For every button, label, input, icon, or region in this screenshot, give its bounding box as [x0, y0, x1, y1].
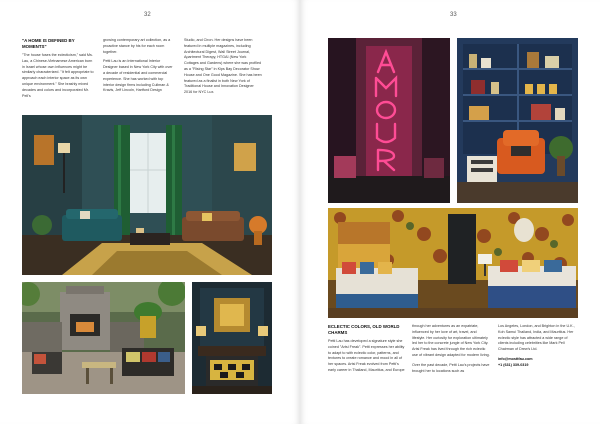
right-heading: ECLECTIC COLORS, OLD WORLD CHARMS	[328, 324, 400, 335]
left-heading: "A HOME IS DEFINED BY MOMENTS"	[22, 38, 75, 49]
right-col2-paragraph-2: Over the past decade, Petti Lau's projects have brought her to locations such as	[412, 362, 490, 373]
left-text-column-1	[22, 38, 94, 103]
living-room-photo	[22, 115, 272, 275]
right-col3-paragraph: Los Angeles, London, and Brighton in the U.K., Koh Samui Thailand, India, and Mauritius. Her eclectic style has attracted a wide range of clients including celebrities like Mark Pell Chairman of Drew's Ltd.	[498, 324, 575, 352]
right-page	[300, 0, 600, 424]
left-col1-paragraph: "The house fuses the eclecticism," said Ms. Lau, a Chinese-Vietnamese American born in Israel whose own influences might be similarly characterized. "It felt appropriate to approach each interior space as its own unique environment." She brashly mixed decades and colors and incorporated Mr. Pell's	[22, 53, 94, 98]
right-col2-paragraph-1: through her adventures as an expatriate, influenced by her love of art, travel, and lifestyle. Her curiosity for exploration ultimately led her to the concrete jungle of New York City. Artsi Freak has lived through the rich eclectic use of vibrant design adapted for modern living.	[412, 324, 490, 357]
floral-bedroom-photo	[328, 208, 578, 318]
left-text-column-2	[103, 38, 175, 98]
right-col1-paragraph: Petti Lau has developed a signature style she coined "Artsi Freak". Petti expresses her ability to adapt to with eclectic color, patterns, and textures to create romance and mood in all of her spaces. Artsi Freak evolved from Petti's early career in Thailand, Mauritius, and Europe	[328, 339, 405, 372]
left-col3-paragraph: Studio, and Ciron. Her designs have been featured in multiple magazines, including Architectural Digest, Wall Street Journal, Apartment Therapy, HTGAI (New York Cottages and Gardens) where she was profiled as a "Rising Star" in Kips Bay Decorator Show House and One Good Magazine. She has been featured as a finalist in both New York of Traditional House and Innovation Designer 2016 for NYC Lux.	[184, 38, 262, 95]
contact-email: info@mosttfau.com	[498, 356, 533, 361]
right-text-column-3	[498, 324, 578, 369]
blue-shelves-photo	[457, 38, 578, 203]
left-col2-paragraph-1: growing contemporary art collection, as a proactive stance by his for each room together.	[103, 38, 171, 54]
page-number-right: 33	[450, 12, 457, 18]
left-text-column-3	[184, 38, 262, 100]
contact-phone: +1 (631) 339-0319	[498, 362, 529, 367]
right-text-column-2	[412, 324, 490, 378]
page-number-left: 32	[144, 12, 151, 18]
right-text-column-1	[328, 324, 406, 378]
dark-vignette-photo	[192, 282, 272, 394]
amour-neon-photo	[328, 38, 450, 203]
left-col2-paragraph-2: Petti Lau is an International Interior Designer based in New York City with over a decade of residential and commercial experience. She has worked with top interior design firms including Cullman & Kravis, Jeff Lincoln, Hartford Design	[103, 59, 173, 93]
patio-photo	[22, 282, 185, 394]
